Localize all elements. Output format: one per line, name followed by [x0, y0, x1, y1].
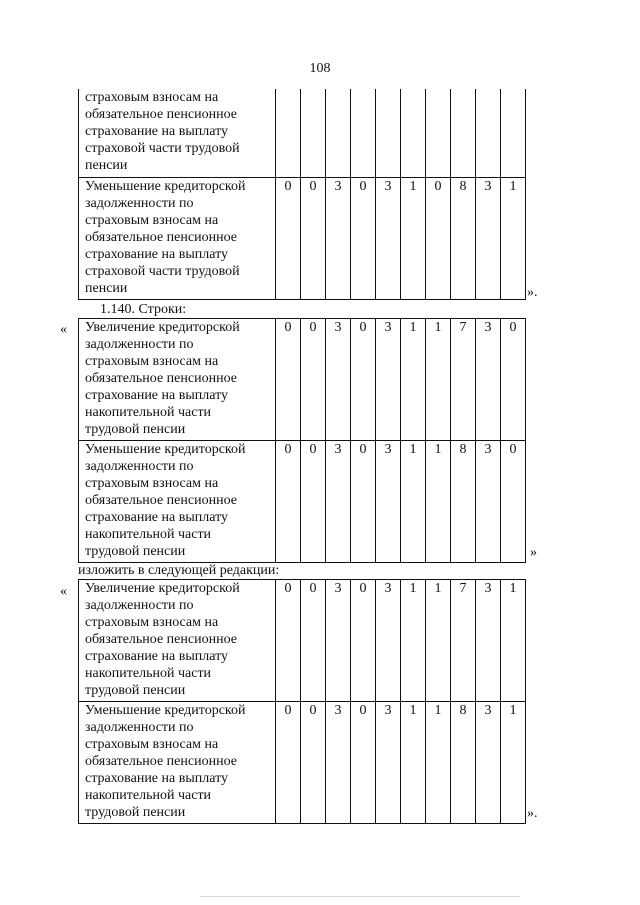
code-cell: 1: [401, 319, 426, 441]
code-cell: 0: [351, 580, 376, 702]
description-line: обязательное пенсионное: [85, 107, 237, 122]
row-description: [79, 177, 276, 299]
description-line: обязательное пенсионное: [85, 754, 237, 769]
description-line: Уменьшение кредиторской: [85, 442, 246, 457]
code-cell: 3: [326, 319, 351, 441]
code-cell: 3: [376, 177, 401, 299]
code-cell: 1: [426, 580, 451, 702]
code-cell: 1: [426, 702, 451, 824]
code-cell: 1: [426, 319, 451, 441]
description-line: пенсии: [85, 280, 128, 296]
code-cell: 0: [501, 441, 526, 563]
description-line: накопительной части: [85, 405, 212, 420]
code-cell: 0: [276, 441, 301, 563]
description-line: обязательное пенсионное: [85, 229, 237, 245]
code-cell: 1: [501, 580, 526, 702]
code-cell: 0: [301, 580, 326, 702]
description-line: Уменьшение кредиторской: [85, 703, 246, 718]
code-cell: [401, 89, 426, 177]
description-line: страховым взносам на: [85, 476, 219, 491]
table-row: [79, 580, 526, 702]
row-description: [79, 441, 276, 563]
description-line: страховой части трудовой: [85, 141, 240, 156]
description-line: страхование на выплату: [85, 388, 229, 403]
code-cell: [276, 89, 301, 177]
code-cell: 0: [301, 702, 326, 824]
code-cell: 1: [501, 177, 526, 299]
code-cell: 3: [476, 319, 501, 441]
code-cell: 0: [426, 177, 451, 299]
description-line: страховой части трудовой: [85, 263, 240, 279]
description-line: страхование на выплату: [85, 246, 229, 262]
description-line: трудовой пенсии: [85, 683, 186, 698]
code-cell: 3: [476, 441, 501, 563]
code-cell: 3: [326, 702, 351, 824]
description-line: задолженности по: [85, 337, 194, 352]
opening-quote: «: [60, 322, 67, 337]
code-cell: 0: [276, 580, 301, 702]
code-cell: [451, 89, 476, 177]
code-cell: 3: [376, 580, 401, 702]
code-cell: 1: [426, 441, 451, 563]
description-line: накопительной части: [85, 666, 212, 681]
code-cell: 1: [401, 177, 426, 299]
code-cell: [426, 89, 451, 177]
code-cell: [501, 89, 526, 177]
code-cell: 0: [301, 441, 326, 563]
code-cell: [376, 89, 401, 177]
code-cell: 7: [451, 580, 476, 702]
code-cell: 8: [451, 702, 476, 824]
description-line: трудовой пенсии: [85, 544, 186, 559]
description-line: задолженности по: [85, 195, 194, 211]
table-row: [79, 441, 526, 563]
code-cell: 0: [351, 319, 376, 441]
table-new-rows: [78, 579, 526, 824]
code-cell: 3: [476, 702, 501, 824]
description-line: обязательное пенсионное: [85, 371, 237, 386]
code-cell: 3: [476, 580, 501, 702]
description-line: обязательное пенсионное: [85, 632, 237, 647]
code-cell: 1: [401, 580, 426, 702]
description-line: накопительной части: [85, 788, 212, 803]
table-row: [79, 177, 526, 299]
description-line: страховым взносам на: [85, 90, 219, 105]
row-description: [79, 319, 276, 441]
paragraph-heading: 1.140. Строки:: [100, 302, 187, 317]
description-line: задолженности по: [85, 720, 194, 735]
code-cell: 0: [301, 319, 326, 441]
code-cell: 0: [351, 441, 376, 563]
code-cell: 3: [476, 177, 501, 299]
table-continuation: [78, 89, 526, 300]
code-cell: [326, 89, 351, 177]
table-row: [79, 702, 526, 824]
table-old-rows: [78, 318, 526, 563]
description-line: Уменьшение кредиторской: [85, 178, 246, 194]
code-cell: 0: [301, 177, 326, 299]
description-line: страховым взносам на: [85, 615, 219, 630]
code-cell: 8: [451, 177, 476, 299]
description-line: задолженности по: [85, 459, 194, 474]
code-cell: 1: [401, 702, 426, 824]
code-cell: [351, 89, 376, 177]
description-line: Увеличение кредиторской: [85, 320, 240, 335]
code-cell: 1: [401, 441, 426, 563]
code-cell: 0: [351, 702, 376, 824]
table-row: [79, 319, 526, 441]
code-cell: [301, 89, 326, 177]
code-cell: 3: [326, 580, 351, 702]
code-cell: 0: [276, 177, 301, 299]
description-line: страхование на выплату: [85, 124, 229, 139]
code-cell: 3: [326, 177, 351, 299]
description-line: трудовой пенсии: [85, 422, 186, 437]
description-line: пенсии: [85, 158, 128, 173]
code-cell: 3: [376, 702, 401, 824]
description-line: страховым взносам на: [85, 737, 219, 752]
code-cell: 0: [351, 177, 376, 299]
code-cell: 7: [451, 319, 476, 441]
row-description: [79, 702, 276, 824]
closing-quote: ».: [527, 806, 538, 821]
page-number: 108: [309, 61, 331, 76]
description-line: страхование на выплату: [85, 649, 229, 664]
closing-quote: »: [530, 545, 537, 560]
code-cell: 3: [326, 441, 351, 563]
description-line: обязательное пенсионное: [85, 493, 237, 508]
code-cell: 0: [276, 319, 301, 441]
description-line: страхование на выплату: [85, 510, 229, 525]
code-cell: 0: [501, 319, 526, 441]
code-cell: 3: [376, 441, 401, 563]
description-line: Увеличение кредиторской: [85, 581, 240, 596]
description-line: задолженности по: [85, 598, 194, 613]
description-line: трудовой пенсии: [85, 805, 186, 820]
row-description: [79, 89, 276, 177]
code-cell: 8: [451, 441, 476, 563]
scan-edge-line: [200, 896, 520, 897]
description-line: накопительной части: [85, 527, 212, 542]
opening-quote: «: [60, 584, 67, 599]
closing-quote: ».: [527, 285, 538, 300]
description-line: страховым взносам на: [85, 212, 219, 228]
description-line: страхование на выплату: [85, 771, 229, 786]
table-row: [79, 89, 526, 177]
paragraph-instruction: изложить в следующей редакции:: [78, 563, 280, 578]
code-cell: 3: [376, 319, 401, 441]
description-line: страховым взносам на: [85, 354, 219, 369]
code-cell: 0: [276, 702, 301, 824]
code-cell: 1: [501, 702, 526, 824]
row-description: [79, 580, 276, 702]
code-cell: [476, 89, 501, 177]
